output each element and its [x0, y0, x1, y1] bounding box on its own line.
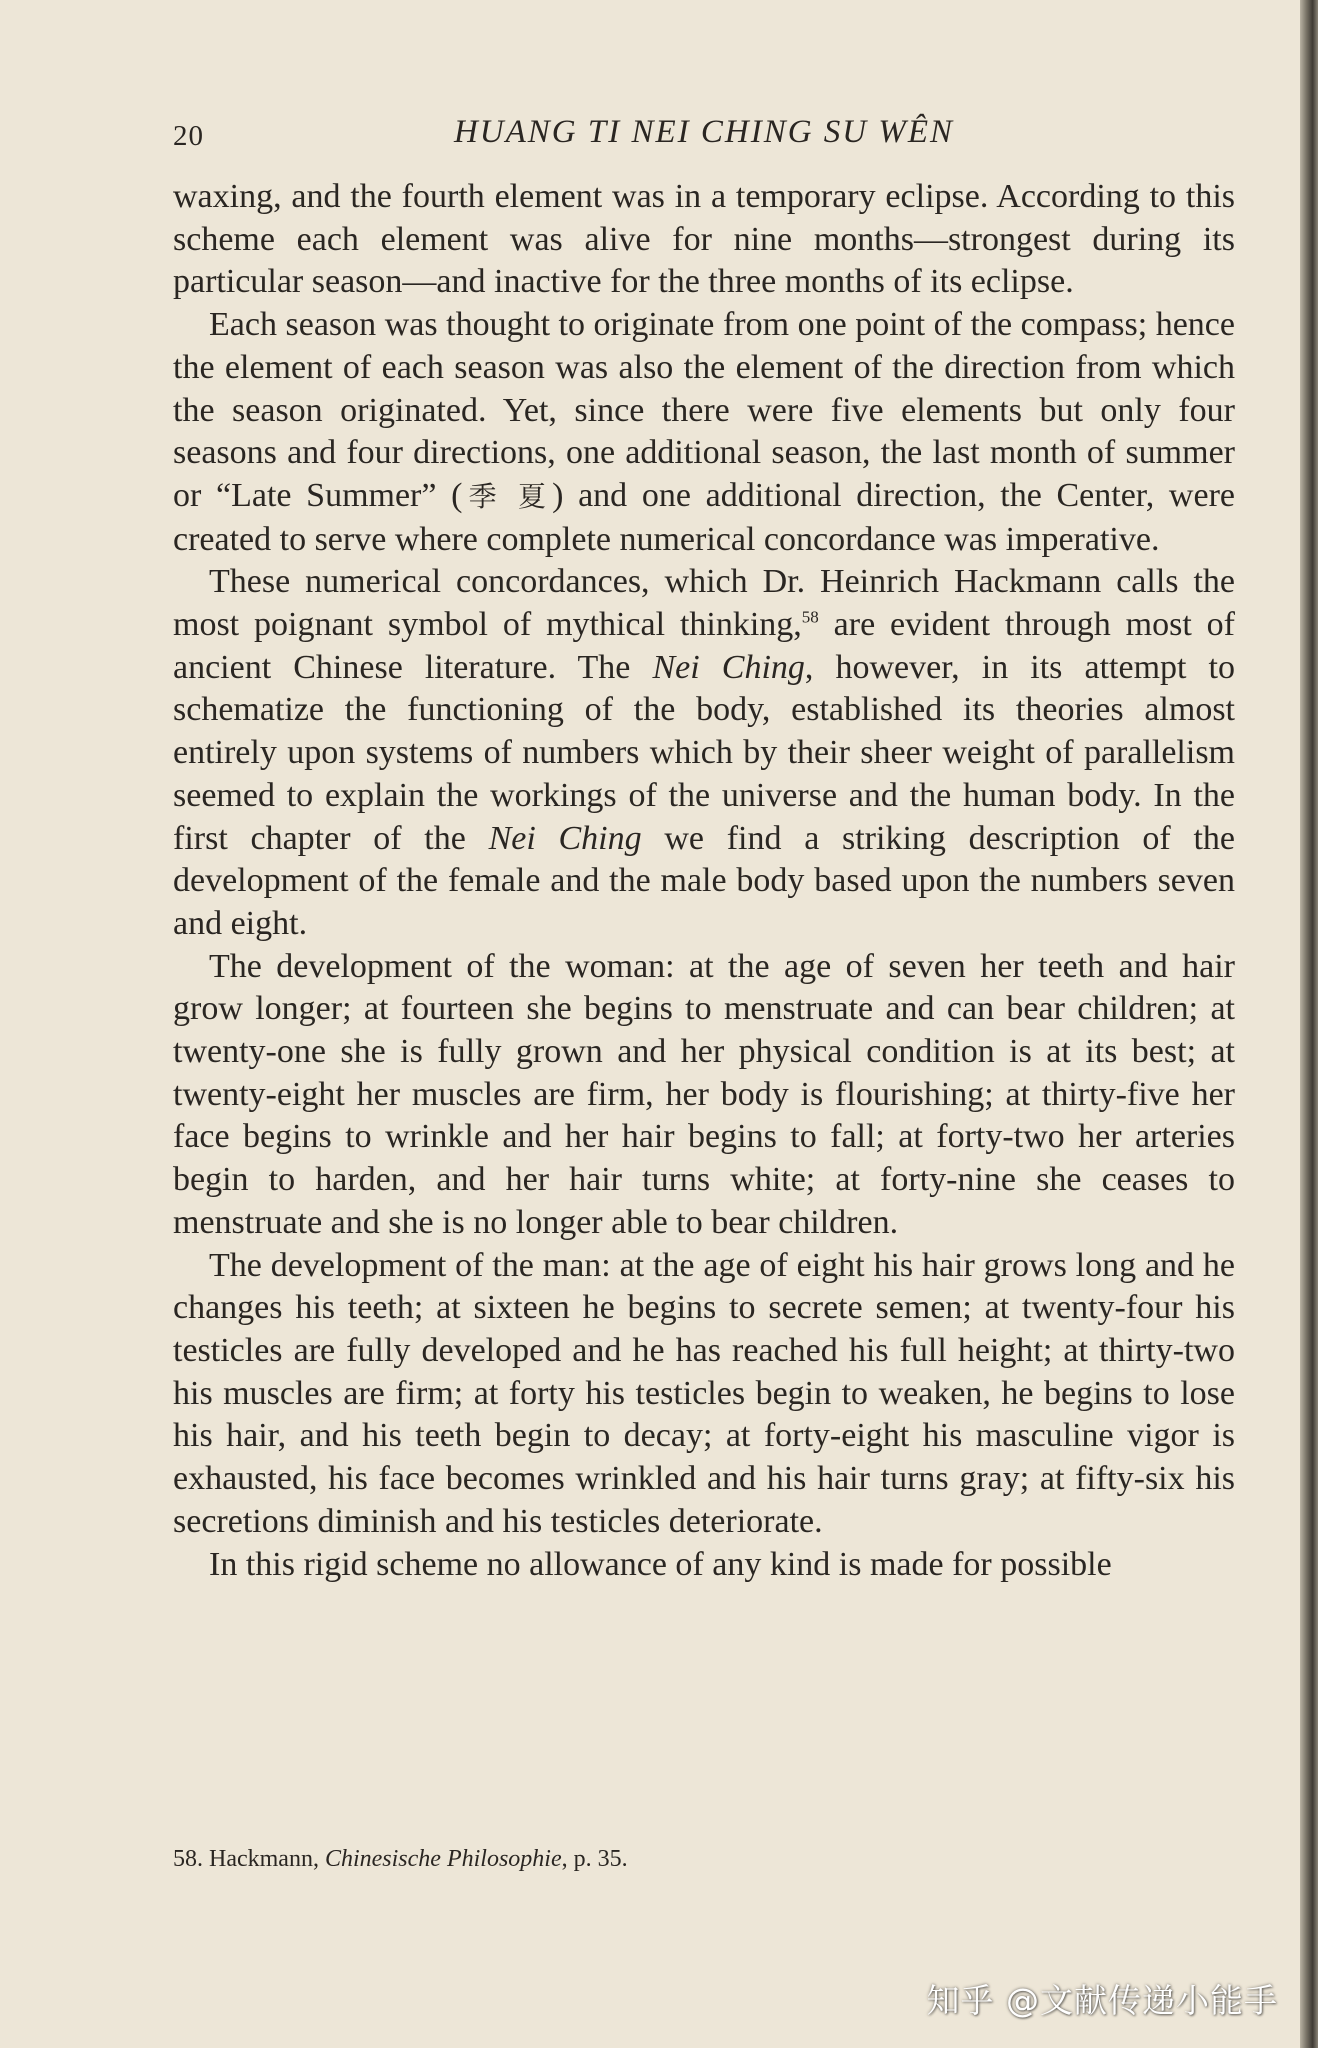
page-edge-shadow — [1300, 0, 1318, 2048]
book-page — [173, 108, 1235, 2008]
paragraph-concordances-text-d: we find a striking description of the development of the female and the male body based upon the numbers seven and eight. — [173, 819, 1235, 942]
paragraph-concordances-text-b: are evident through most of ancient Chinese literature. The — [173, 606, 1235, 686]
page-number: 20 — [173, 120, 204, 152]
book-title-italic: Nei Ching — [652, 648, 805, 686]
footnote-number: 58. — [173, 1846, 203, 1872]
footnote-author: Hackmann, — [203, 1846, 325, 1872]
body-text — [173, 176, 1235, 1586]
paragraph-man-development: The development of the man: at the age of eight his hair grows long and he changes his teeth; at sixteen he begins to secrete semen; at twenty-four his testicles are fully developed and he has reached his full height; at thirty-two his muscles are firm; at forty his testicles begin to weaken, he begins to lose his hair, and his teeth begin to decay; at forty-eight his masculine vigor is exhausted, his face becomes wrinkled and his hair turns gray; at fifty-six his secretions diminish and his testicles deteriorate. — [173, 1246, 1235, 1540]
footnote-page: , p. 35. — [561, 1846, 628, 1872]
paragraph-rigid-scheme: In this rigid scheme no allowance of any kind is made for possible — [209, 1545, 1112, 1583]
paragraph-concordances — [173, 561, 1235, 945]
paragraph-seasons-text-a: Each season was thought to originate from one point of the compass; hence the element of each season was also the element of the direction from which the season originated. Yet, since there were five elements but only four seasons and four directions, one additional season, the last month of summer or “Late Summer” ( — [173, 306, 1235, 514]
running-title: HUANG TI NEI CHING SU WÊN — [453, 114, 955, 150]
paragraph-concordances-text-c: , however, in its attempt to schematize the functioning of the body, established its theories almost entirely upon systems of numbers which by their sheer weight of parallelism seemed to explain the workings of the universe and the human body. In the first chapter of the — [173, 648, 1235, 857]
chinese-characters-late-summer: 季 夏 — [462, 479, 553, 513]
footnote-reference: 58 — [801, 607, 819, 627]
running-head — [173, 108, 1235, 158]
footnote-work-title: Chinesische Philosophie — [324, 1846, 562, 1872]
footnote — [173, 1846, 628, 1873]
paragraph-concordances-text-a: These numerical concordances, which Dr. Heinrich Hackmann calls the most poignant symbol of mythical thinking, — [173, 563, 1235, 644]
paragraph-seasons — [173, 304, 1235, 561]
paragraph-continued: waxing, and the fourth element was in a temporary eclipse. According to this scheme each element was alive for nine months—strongest during its particular season—and inactive for the three months of its eclipse. — [173, 178, 1235, 301]
paragraph-woman-development: The development of the woman: at the age of seven her teeth and hair grow longer; at fourteen she begins to menstruate and can bear children; at twenty-one she is fully grown and her physical condition is at its best; at twenty-eight her muscles are firm, her body is flourishing; at thirty-five her face begins to wrinkle and her hair begins to fall; at forty-two her arteries begin to harden, and her hair turns white; at forty-nine she ceases to menstruate and she is no longer able to bear children. — [173, 947, 1235, 1241]
paragraph-seasons-text-b: ) and one additional direction, the Center, were created to serve where complete numerical concordance was imperative. — [173, 476, 1235, 558]
book-title-italic: Nei Ching — [488, 819, 642, 857]
watermark: 知乎 @文献传递小能手 — [926, 1981, 1278, 2020]
